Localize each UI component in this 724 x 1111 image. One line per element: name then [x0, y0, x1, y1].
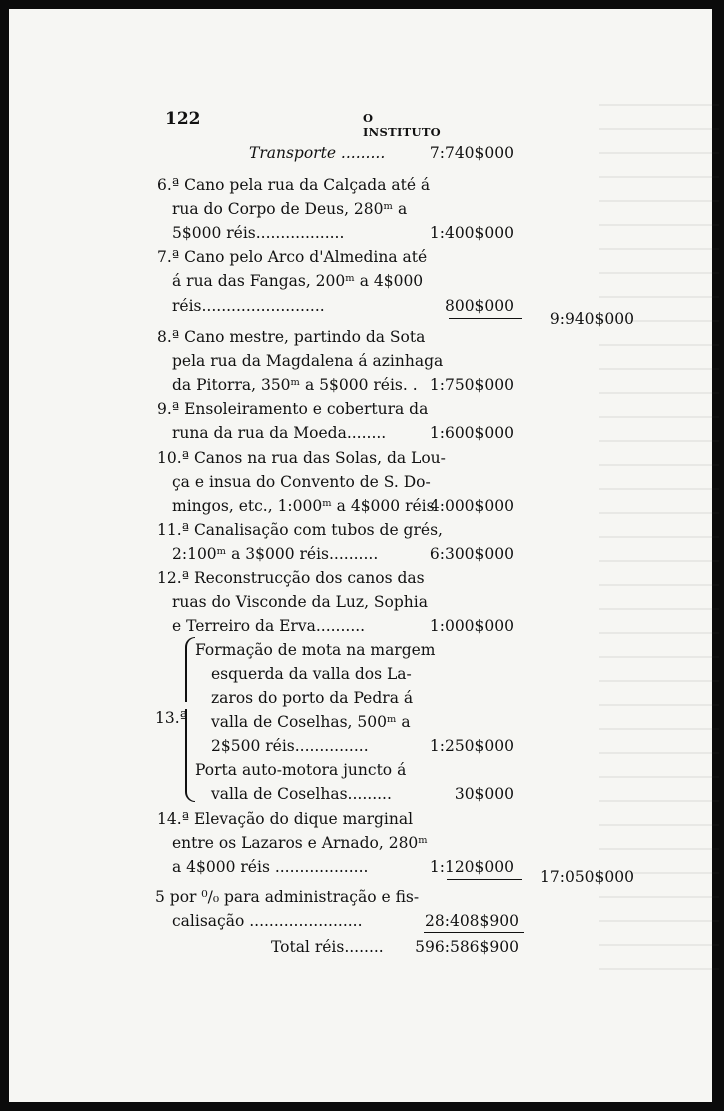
item-amount: 1:250$000 — [429, 737, 514, 755]
page-number: 122 — [165, 109, 201, 129]
item-amount: 28:408$900 — [425, 912, 519, 930]
item-text: 5 por ⁰/₀ para administração e fis- — [155, 888, 420, 906]
item-text: entre os Lazaros e Arnado, 280ᵐ — [172, 834, 428, 852]
item-text: 12.ª Reconstrucção dos canos das — [157, 569, 425, 587]
item-text: ça e insua do Convento de S. Do- — [172, 473, 431, 491]
transport-line: Transporte ......... — [249, 144, 386, 162]
item-text: Porta auto-motora juncto á — [195, 761, 407, 779]
total-label: Total réis........ — [271, 938, 384, 956]
item-text: runa da rua da Moeda........ — [172, 424, 387, 442]
group-subtotal: 17:050$000 — [540, 868, 634, 886]
item-amount: 30$000 — [454, 785, 514, 803]
item-text: mingos, etc., 1:000ᵐ a 4$000 réis — [172, 497, 435, 515]
item-text: 6.ª Cano pela rua da Calçada até á — [157, 176, 431, 194]
item-text: 5$000 réis.................. — [172, 224, 345, 242]
item-text: valla de Coselhas, 500ᵐ a — [211, 713, 411, 731]
item-text: rua do Corpo de Deus, 280ᵐ a — [172, 200, 408, 218]
item-text: a 4$000 réis ................... — [172, 858, 369, 876]
item-text: esquerda da valla dos La- — [211, 665, 412, 683]
item-text: 7.ª Cano pelo Arco d'Almedina até — [157, 248, 428, 266]
item-amount: 4:000$000 — [429, 497, 514, 515]
transport-amount: 7:740$000 — [429, 144, 514, 162]
sum-rule — [447, 879, 522, 880]
item-text: 9.ª Ensoleiramento e cobertura da — [157, 400, 429, 418]
item-text: zaros do porto da Pedra á — [211, 689, 414, 707]
item-text: valla de Coselhas......... — [211, 785, 392, 803]
item-text: e Terreiro da Erva.......... — [172, 617, 366, 635]
item-amount: 800$000 — [444, 297, 514, 315]
item-text: 8.ª Cano mestre, partindo da Sota — [157, 328, 426, 346]
item-amount: 1:120$000 — [429, 858, 514, 876]
item-amount: 1:600$000 — [429, 424, 514, 442]
item-label: 13.ª — [155, 709, 188, 727]
brace — [185, 637, 195, 702]
item-amount: 1:000$000 — [429, 617, 514, 635]
item-amount: 6:300$000 — [429, 545, 514, 563]
group-subtotal: 9:940$000 — [549, 310, 634, 328]
total-amount: 596:586$900 — [415, 938, 519, 956]
bleed-through-text — [599, 104, 719, 974]
item-text: 11.ª Canalisação com tubos de grés, — [157, 521, 443, 539]
running-title: O INSTITUTO — [363, 111, 441, 139]
total-rule — [424, 932, 524, 933]
item-text: réis......................... — [172, 297, 325, 315]
sum-rule — [449, 318, 522, 319]
item-text: da Pitorra, 350ᵐ a 5$000 réis. . — [172, 376, 418, 394]
item-text: pela rua da Magdalena á azinhaga — [172, 352, 444, 370]
item-text: calisação ....................... — [172, 912, 363, 930]
item-text: ruas do Visconde da Luz, Sophia — [172, 593, 428, 611]
item-text: 10.ª Canos na rua das Solas, da Lou- — [157, 449, 446, 467]
item-text: Formação de mota na margem — [195, 641, 436, 659]
item-amount: 1:750$000 — [429, 376, 514, 394]
page-header — [165, 109, 445, 139]
item-text: á rua das Fangas, 200ᵐ a 4$000 — [172, 272, 424, 290]
item-text: 2$500 réis............... — [211, 737, 369, 755]
item-amount: 1:400$000 — [429, 224, 514, 242]
item-text: 2:100ᵐ a 3$000 réis.......... — [172, 545, 379, 563]
document-page — [9, 9, 712, 1102]
item-text: 14.ª Elevação do dique marginal — [157, 810, 414, 828]
